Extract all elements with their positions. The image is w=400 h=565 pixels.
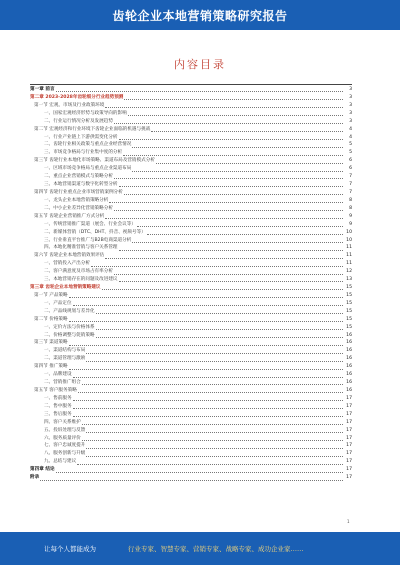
- toc-entry[interactable]: [30, 260, 352, 268]
- toc-entry-label: 第一章 前言: [30, 86, 55, 92]
- toc-entry-page: 9: [349, 213, 352, 219]
- toc-leader-dots: [69, 344, 343, 346]
- toc-entry[interactable]: [30, 189, 352, 197]
- toc-entry[interactable]: [30, 324, 352, 332]
- toc-entry[interactable]: [30, 371, 352, 379]
- toc-leader-dots: [73, 415, 343, 417]
- toc-entry-page: 17: [346, 443, 352, 449]
- toc-leader-dots: [119, 249, 343, 251]
- toc-entry[interactable]: [30, 173, 352, 181]
- toc-entry-page: 10: [346, 229, 352, 235]
- toc-leader-dots: [56, 90, 343, 92]
- toc-entry[interactable]: [30, 213, 352, 221]
- toc-leader-dots: [114, 122, 343, 124]
- toc-entry[interactable]: [30, 229, 352, 237]
- toc-leader-dots: [137, 225, 343, 227]
- toc-entry-label: 八、服务创新与升级: [44, 451, 86, 457]
- toc-entry-page: 15: [346, 300, 352, 306]
- toc-leader-dots: [128, 114, 343, 116]
- toc-leader-dots: [69, 368, 343, 370]
- toc-entry-page: 15: [346, 308, 352, 314]
- toc-entry-label: 一、龙头企业本地营销策略分析: [44, 197, 109, 203]
- toc-entry-page: 16: [346, 364, 352, 370]
- toc-entry[interactable]: [30, 395, 352, 403]
- toc-entry-page: 3: [349, 94, 352, 100]
- toc-entry-page: 17: [346, 451, 352, 457]
- toc-entry-page: 3: [349, 110, 352, 116]
- toc-entry-page: 4: [349, 126, 352, 132]
- toc-entry-label: 二、客户满意度及市场占有率分析: [44, 269, 113, 275]
- toc-entry[interactable]: [30, 347, 352, 355]
- toc-entry-label: 二、重点企业营销模式与策略分析: [44, 174, 113, 180]
- toc-leader-dots: [119, 138, 343, 140]
- toc-leader-dots: [73, 304, 343, 306]
- toc-entry-label: 三、本地营销存在的问题及改进建议: [44, 277, 118, 283]
- toc-entry-page: 4: [349, 134, 352, 140]
- toc-entry[interactable]: [30, 165, 352, 173]
- toc-entry-label: 三、本地营销渠道与数字化转型分析: [44, 182, 118, 188]
- toc-entry-label: 二、营销推广组合: [44, 380, 81, 386]
- toc-leader-dots: [86, 431, 343, 433]
- toc-entry-label: 二、新媒体营销（DTC、DHT、抖音、视频号等）: [44, 229, 146, 235]
- toc-leader-dots: [96, 336, 343, 338]
- toc-entry-label: 二、行业运行情况分析及发展趋势: [44, 118, 113, 124]
- toc-leader-dots: [105, 106, 343, 108]
- toc-entry[interactable]: [30, 332, 352, 340]
- toc-entry-label: 二、售中服务: [44, 403, 72, 409]
- toc-entry-label: 五、投诉处理与反馈: [44, 427, 86, 433]
- toc-entry[interactable]: [30, 102, 352, 110]
- toc-leader-dots: [151, 130, 343, 132]
- toc-entry-label: 一、营销投入产出分析: [44, 261, 90, 267]
- toc-leader-dots: [69, 296, 343, 298]
- toc-entry-label: 二、产品线规划与差异化: [44, 308, 95, 314]
- toc-entry-page: 15: [346, 324, 352, 330]
- toc-entry-label: 六、服务质量评价: [44, 435, 81, 441]
- toc-leader-dots: [73, 407, 343, 409]
- toc-entry-page: 11: [346, 245, 352, 251]
- toc-entry[interactable]: [30, 284, 352, 292]
- toc-entry[interactable]: [30, 340, 352, 348]
- toc-entry[interactable]: [30, 197, 352, 205]
- toc-entry[interactable]: [30, 474, 352, 482]
- toc-entry[interactable]: [30, 419, 352, 427]
- toc-entry-label: 二、中小企业差异化营销策略分析: [44, 205, 113, 211]
- toc-entry[interactable]: [30, 308, 352, 316]
- toc-leader-dots: [119, 185, 343, 187]
- toc-leader-dots: [82, 383, 343, 385]
- toc-entry-page: 16: [346, 388, 352, 394]
- toc-leader-dots: [114, 209, 343, 211]
- toc-entry-page: 12: [346, 269, 352, 275]
- toc-leader-dots: [124, 98, 343, 100]
- toc-entry-page: 7: [349, 174, 352, 180]
- toc-entry-label: 三、售后服务: [44, 411, 72, 417]
- toc-entry-page: 15: [346, 285, 352, 291]
- toc-entry-page: 17: [346, 459, 352, 465]
- toc-entry[interactable]: [30, 316, 352, 324]
- footer-bar: [0, 532, 400, 565]
- toc-leader-dots: [82, 423, 343, 425]
- toc-entry[interactable]: [30, 442, 352, 450]
- toc-entry-label: 四、客户关系维护: [44, 419, 81, 425]
- toc-leader-dots: [86, 352, 343, 354]
- toc-entry-page: 11: [346, 253, 352, 259]
- toc-entry-label: 一、售前服务: [44, 395, 72, 401]
- toc-leader-dots: [73, 399, 343, 401]
- toc-entry-label: 九、总结与建议: [44, 459, 77, 465]
- toc-entry[interactable]: [30, 387, 352, 395]
- toc-entry[interactable]: [30, 403, 352, 411]
- toc-entry[interactable]: [30, 458, 352, 466]
- toc-entry-page: 13: [346, 277, 352, 283]
- toc-entry[interactable]: [30, 118, 352, 126]
- toc-entry[interactable]: [30, 268, 352, 276]
- toc-entry[interactable]: [30, 244, 352, 252]
- toc-entry-label: 一、产品定位: [44, 300, 72, 306]
- toc-entry-page: 17: [346, 467, 352, 473]
- toc-entry[interactable]: [30, 252, 352, 260]
- toc-leader-dots: [114, 177, 343, 179]
- toc-leader-dots: [132, 146, 343, 148]
- toc-leader-dots: [86, 360, 343, 362]
- footer-slogan: 让每个人都能成为: [44, 545, 96, 553]
- toc-leader-dots: [40, 479, 343, 481]
- toc-entry-label: 一、定价方法与价格体系: [44, 324, 95, 330]
- toc-leader-dots: [124, 193, 343, 195]
- toc-entry[interactable]: [30, 94, 352, 102]
- toc-entry-label: 第二节 价格策略: [34, 316, 68, 322]
- toc-entry[interactable]: [30, 466, 352, 474]
- toc-entry-page: 17: [346, 411, 352, 417]
- toc-leader-dots: [86, 447, 343, 449]
- toc-heading: 内容目录: [174, 58, 226, 71]
- toc-entry-label: 第五节 齿轮企业营销推广方式分析: [34, 213, 105, 219]
- header-bar: [0, 0, 400, 30]
- toc-entry-page: 16: [346, 372, 352, 378]
- toc-entry-page: 3: [349, 86, 352, 92]
- toc-entry-page: 16: [346, 332, 352, 338]
- toc-entry[interactable]: [30, 86, 352, 94]
- toc-leader-dots: [132, 170, 343, 172]
- toc-entry-label: 三、市场竞争格局与行业集中度的分析: [44, 150, 123, 156]
- toc-leader-dots: [69, 320, 343, 322]
- toc-entry-page: 17: [346, 475, 352, 481]
- toc-leader-dots: [147, 233, 343, 235]
- footer-tagline: 行业专家、智慧专家、营销专家、战略专家、成功企业家……: [128, 545, 304, 553]
- toc-entry-label: 第三章 齿轮企业本地营销策略建议: [30, 285, 101, 291]
- toc-entry[interactable]: [30, 221, 352, 229]
- toc-leader-dots: [156, 162, 343, 164]
- toc-entry-label: 第五节 客户服务策略: [34, 388, 77, 394]
- toc-entry-page: 8: [349, 205, 352, 211]
- toc-entry-label: 七、客户忠诚度提升: [44, 443, 86, 449]
- toc-entry-page: 9: [349, 221, 352, 227]
- toc-entry-label: 第一节 宏观、市场及行业政策环境: [34, 102, 105, 108]
- toc-entry-page: 17: [346, 435, 352, 441]
- toc-entry[interactable]: [30, 149, 352, 157]
- page-number: 1: [347, 519, 350, 524]
- toc-entry-page: 16: [346, 340, 352, 346]
- toc-entry-label: 一、品牌建设: [44, 372, 72, 378]
- toc-entry[interactable]: [30, 205, 352, 213]
- toc-entry-label: 三、行业垂直平台推广与B2B电商渠道分析: [44, 237, 132, 243]
- toc-leader-dots: [123, 154, 343, 156]
- toc-entry-label: 一、传统营销推广渠道（展会、行业会议等）: [44, 221, 136, 227]
- toc-leader-dots: [82, 439, 343, 441]
- toc-entry[interactable]: [30, 363, 352, 371]
- toc-leader-dots: [109, 201, 343, 203]
- toc-entry-page: 5: [349, 142, 352, 148]
- toc-entry[interactable]: [30, 157, 352, 165]
- toc-entry[interactable]: [30, 181, 352, 189]
- toc-entry-page: 3: [349, 102, 352, 108]
- toc-entry-label: 第二章 2023-2028年齿轮细分行业趋势预测: [30, 94, 124, 100]
- toc-entry-page: 7: [349, 182, 352, 188]
- toc-entry-label: 第六节 齿轮企业本地营销效果评估: [34, 253, 105, 259]
- toc-entry[interactable]: [30, 435, 352, 443]
- toc-entry-page: 8: [349, 197, 352, 203]
- toc-entry-label: 二、渠道管理与激励: [44, 356, 86, 362]
- toc-entry-page: 16: [346, 380, 352, 386]
- toc-entry-page: 3: [349, 118, 352, 124]
- toc-entry[interactable]: [30, 237, 352, 245]
- toc-entry-page: 11: [346, 261, 352, 267]
- toc-entry-page: 6: [349, 158, 352, 164]
- toc-entry-page: 16: [346, 348, 352, 354]
- toc-leader-dots: [73, 376, 343, 378]
- toc-entry[interactable]: [30, 379, 352, 387]
- toc-entry-page: 6: [349, 166, 352, 172]
- toc-entry-label: 第三节 渠道策略: [34, 340, 68, 346]
- toc-leader-dots: [78, 391, 343, 393]
- toc-entry[interactable]: [30, 141, 352, 149]
- toc-entry[interactable]: [30, 110, 352, 118]
- toc-entry[interactable]: [30, 134, 352, 142]
- report-title: 齿轮企业本地营销策略研究报告: [112, 9, 288, 23]
- toc-entry[interactable]: [30, 126, 352, 134]
- toc-entry-page: 5: [349, 150, 352, 156]
- toc-leader-dots: [91, 265, 343, 267]
- toc-leader-dots: [105, 217, 343, 219]
- toc-leader-dots: [86, 455, 343, 457]
- toc-entry-page: 17: [346, 419, 352, 425]
- toc-entry-label: 第二节 宏观经济和行业环境下齿轮企业面临的机遇与挑战: [34, 126, 151, 132]
- toc-entry-page: 15: [346, 292, 352, 298]
- toc-entry[interactable]: [30, 450, 352, 458]
- toc-entry-label: 第三节 齿轮行业本地化市场策略、渠道布局及营销模式分析: [34, 158, 155, 164]
- toc-entry-page: 7: [349, 189, 352, 195]
- toc-entry-label: 第四章 结论: [30, 467, 55, 473]
- toc-top-divider: [30, 84, 352, 85]
- toc-entry[interactable]: [30, 355, 352, 363]
- toc-entry-label: 一、行业产业链上下游供需变化分析: [44, 134, 118, 140]
- toc-leader-dots: [96, 328, 343, 330]
- toc-leader-dots: [56, 471, 343, 473]
- toc-leader-dots: [77, 463, 343, 465]
- toc-leader-dots: [96, 312, 343, 314]
- toc-entry-page: 17: [346, 395, 352, 401]
- toc-entry-label: 第四节 齿轮行业重点企业市场营销案例分析: [34, 189, 123, 195]
- toc-entry-page: 10: [346, 237, 352, 243]
- toc-entry-page: 17: [346, 403, 352, 409]
- toc-entry-label: 第四节 推广策略: [34, 364, 68, 370]
- toc-leader-dots: [102, 288, 343, 290]
- toc-entry[interactable]: [30, 300, 352, 308]
- table-of-contents: [30, 86, 352, 516]
- toc-entry-label: 四、本地化精准营销与客户关系管理: [44, 245, 118, 251]
- toc-entry-page: 15: [346, 316, 352, 322]
- toc-entry-label: 二、价格调整与促销策略: [44, 332, 95, 338]
- toc-entry[interactable]: [30, 411, 352, 419]
- toc-entry-page: 17: [346, 427, 352, 433]
- toc-entry-page: 16: [346, 356, 352, 362]
- toc-entry[interactable]: [30, 427, 352, 435]
- toc-entry[interactable]: [30, 292, 352, 300]
- toc-entry-label: 附录: [30, 475, 40, 481]
- toc-leader-dots: [132, 241, 343, 243]
- toc-entry-label: 一、国家宏观经济形势与政策导向的影响: [44, 110, 127, 116]
- toc-leader-dots: [114, 273, 343, 275]
- toc-entry-label: 一、渠道结构与布局: [44, 348, 86, 354]
- toc-leader-dots: [119, 280, 343, 282]
- toc-entry[interactable]: [30, 276, 352, 284]
- toc-entry-label: 第一节 产品策略: [34, 292, 68, 298]
- toc-leader-dots: [105, 257, 343, 259]
- toc-entry-label: 一、区域市场竞争格局与重点企业渠道布局: [44, 166, 132, 172]
- toc-entry-label: 二、齿轮行业相关政策与重点企业经营情况: [44, 142, 132, 148]
